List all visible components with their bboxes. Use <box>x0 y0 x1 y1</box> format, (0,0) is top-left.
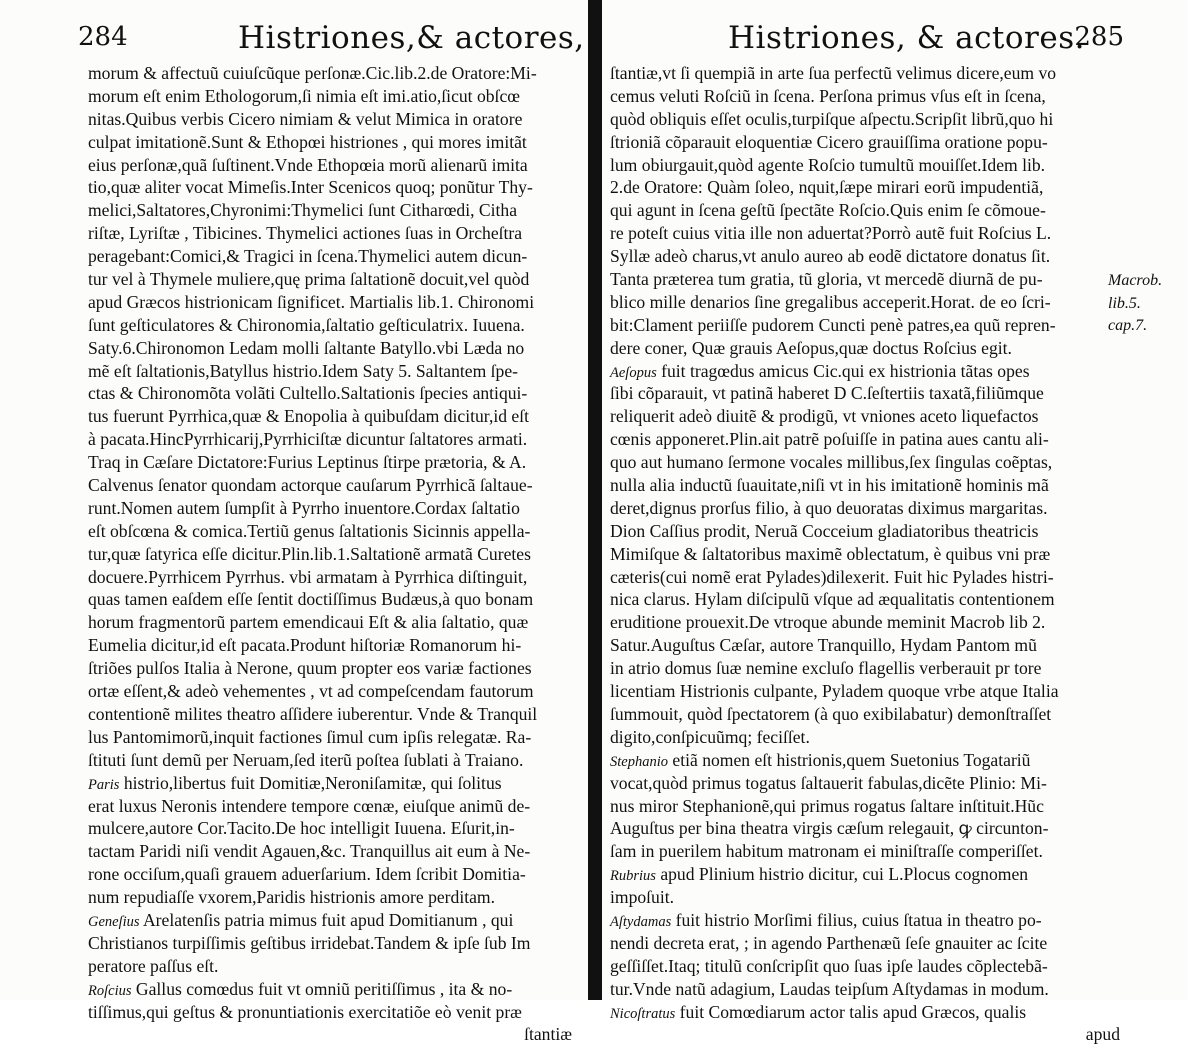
line-text: eius perſonæ,quã ſuſtinent.Vnde Ethopœia morũ alienarũ imita <box>88 154 528 175</box>
line-text: cæteris(cui nomẽ erat Pylades)dilexerit. Fuit hic Pylades histri- <box>610 566 1054 587</box>
line-text: ſtrioniã cõparauit eloquentiæ Cicero grauiſſima oratione popu- <box>610 131 1048 152</box>
line-text: quo aut humano ſermone vocales millibus,ſex ſingulas coẽptas, <box>610 452 1053 473</box>
left-page-header <box>60 20 585 62</box>
text-line <box>610 85 1128 108</box>
line-text: eruditione prouexit.De vtroque abunde meminit Macrob lib 2. <box>610 612 1046 633</box>
line-text: deret,dignus prorſus filio, à quo deuoratas diximus margaritas. <box>610 497 1048 518</box>
line-text: tactam Paridi niſi vendit Agauen,&c. Tranquillus ait eum à Ne- <box>88 841 531 862</box>
line-text: apud Plinium histrio dicitur, cui L.Plocus cognomen <box>655 864 1029 885</box>
line-text: mẽ eſt ſaltationis,Batyllus histrio.Idem Saty 5. Saltantem ſpe- <box>88 360 518 381</box>
text-line <box>88 199 580 222</box>
running-head-left: Histriones,& actores, <box>238 20 585 56</box>
line-text: tur.Vnde natũ adagium, Laudas teipſum Aſtydamas in modum. <box>610 978 1049 999</box>
text-line <box>88 817 580 840</box>
line-text: 2.de Oratore: Quàm ſoleo, nquit,ſæpe mirari eorũ impudentiã, <box>610 177 1044 198</box>
line-text: nitas.Quibus verbis Cicero nimiam & velut Mimica in oratore <box>88 108 523 129</box>
line-text: culpat imitationẽ.Sunt & Ethopœi histriones , qui mores imitãt <box>88 131 527 152</box>
text-line <box>610 795 1128 818</box>
text-line <box>610 588 1128 611</box>
line-text: apud <box>1085 1024 1120 1045</box>
text-line <box>88 62 580 85</box>
text-line <box>88 978 580 1001</box>
line-text: nendi decreta erat, ; in agendo Parthenæũ ſeſe gnauiter ac ſcite <box>610 932 1048 953</box>
text-line <box>610 703 1128 726</box>
line-text: reliquerit adeò diuitẽ & prodigũ, vt vniones aceto liquefactos <box>610 406 1039 427</box>
entry-name: Rubrius <box>610 868 656 885</box>
line-text: quòd obliquis eſſet oculis,turpiſque aſpectu.Scripſit librũ,quo hi <box>610 108 1054 129</box>
text-line <box>610 932 1128 955</box>
line-text: docuere.Pyrrhicem Pyrrhus. vbi armatam à Pyrrhica diſtinguit, <box>88 566 528 587</box>
line-text: nulla alia inductũ ſuauitate,niſi vt in his imitationẽ hominis mã <box>610 475 1049 496</box>
line-text: tus fuerunt Pyrrhica,quæ & Enopolia à quibuſdam dicitur,id eſt <box>88 406 530 427</box>
running-head-right: Histriones, & actores. <box>728 20 1085 56</box>
line-text: histrio,libertus fuit Domitiæ,Neroniſamitæ, qui ſolitus <box>119 772 502 793</box>
line-text: Christianos turpiſſimis geſtibus irridebat.Tandem & ipſe ſub Im <box>88 932 531 953</box>
line-text: Tanta præterea tum gratia, tũ gloria, vt mercedẽ diurnã de pu- <box>610 269 1043 290</box>
line-text: nica clarus. Hylam diſcipulũ vſque ad æqualitatis contentionem <box>610 589 1055 610</box>
text-line <box>88 451 580 474</box>
line-text: licentiam Histrionis culpante, Pyladem quoque vrbe atque Italia <box>610 681 1059 702</box>
text-line <box>610 543 1128 566</box>
text-line <box>610 222 1128 245</box>
line-text: geſſiſſet.Itaq; titulũ conſcripſit quo ſuas ipſe laudes cõplectebã- <box>610 955 1048 976</box>
line-text: Syllæ adeò charus,vt anulo aureo ab eodẽ dictatore donatus ſit. <box>610 246 1051 267</box>
line-text: peragebant:Comici,& Tragici in ſcena.Thymelici autem dicun- <box>88 246 528 267</box>
left-page-text <box>60 62 580 1046</box>
text-line <box>610 726 1128 749</box>
text-line <box>88 291 580 314</box>
line-text: Auguſtus per bina theatra virgis cæſum relegauit, ꝙ circunton- <box>610 818 1049 839</box>
margin-note-line: Macrob. <box>1108 272 1163 289</box>
text-line <box>88 680 580 703</box>
text-line <box>610 657 1128 680</box>
text-line <box>88 520 580 543</box>
entry-name: Roſcius <box>88 982 132 999</box>
margin-note-line: cap.7. <box>1108 317 1148 334</box>
text-line <box>610 1023 1128 1046</box>
text-line <box>610 337 1128 360</box>
text-line <box>88 497 580 520</box>
text-line <box>610 978 1128 1001</box>
text-line <box>88 588 580 611</box>
text-line <box>610 566 1128 589</box>
line-text: tur,quæ ſatyrica eſſe dicitur.Plin.lib.1.Saltationẽ armatã Curetes <box>88 543 531 564</box>
text-line <box>88 154 580 177</box>
line-text: tio,quæ aliter vocat Mimeſis.Inter Scenicos quoq; ponũtur Thy- <box>88 177 533 198</box>
text-line <box>610 772 1128 795</box>
left-page <box>60 20 585 1045</box>
text-line <box>88 932 580 955</box>
text-line <box>610 1001 1128 1024</box>
text-line <box>610 382 1128 405</box>
text-line <box>88 840 580 863</box>
line-text: lus Pantomimorũ,inquit factiones ſimul cum ipſis relegatæ. Ra- <box>88 726 532 747</box>
text-line <box>610 176 1128 199</box>
line-text: melici,Saltatores,Chyronimi:Thymelici ſunt Citharœdi, Citha <box>88 200 518 221</box>
line-text: riſtæ, Lyriſtæ , Tibicines. Thymelici actiones ſuas in Orcheſtra <box>88 223 523 244</box>
text-line <box>610 451 1128 474</box>
line-text: qui agunt in ſcena geſtũ ſpectãte Roſcio.Quis enim ſe cõmoue- <box>610 200 1046 221</box>
text-line <box>88 314 580 337</box>
text-line <box>610 955 1128 978</box>
text-line <box>88 703 580 726</box>
right-page-header <box>606 20 1128 62</box>
text-line <box>610 245 1128 268</box>
line-text: Mimiſque & ſaltatoribus maximẽ oblectatum, è quibus vni præ <box>610 543 1051 564</box>
line-text: Saty.6.Chironomon Ledam molli ſaltante Batyllo.vbi Læda no <box>88 337 525 358</box>
text-line <box>88 337 580 360</box>
line-text: à pacata.HincPyrrhicarij,Pyrrhiciſtæ dicuntur ſaltatores armati. <box>88 429 528 450</box>
line-text: impoſuit. <box>610 887 675 908</box>
line-text: eſt obſcœna & comica.Tertiũ genus ſaltationis Sicinnis appella- <box>88 520 531 541</box>
text-line <box>88 222 580 245</box>
text-line <box>610 611 1128 634</box>
text-line <box>610 749 1128 772</box>
text-line <box>610 634 1128 657</box>
text-line <box>88 955 580 978</box>
text-line <box>610 520 1128 543</box>
line-text: Eumelia dicitur,id eſt pacata.Produnt hiſtoriæ Romanorum hi- <box>88 635 522 656</box>
book-gutter <box>588 0 602 1000</box>
page-number-right: 285 <box>1074 22 1124 52</box>
line-text: morum eſt enim Ethologorum,ſi nimia eſt imi.atio,ſicut obſcœ <box>88 85 520 106</box>
line-text: morum & affectuũ cuiuſcũque perſonæ.Cic.lib.2.de Oratore:Mi- <box>88 63 537 83</box>
line-text: ſtantiæ <box>524 1024 572 1045</box>
line-text: Calvenus ſenator quondam actorque cauſarum Pyrrhicã ſaltaue- <box>88 475 533 496</box>
text-line <box>610 291 1128 314</box>
margin-note <box>1108 270 1178 338</box>
line-text: fuit histrio Morſimi filius, cuius ſtatua in theatro po- <box>671 909 1042 930</box>
text-line <box>610 863 1128 886</box>
text-line <box>610 108 1128 131</box>
text-line <box>88 176 580 199</box>
text-line <box>610 886 1128 909</box>
text-line <box>88 543 580 566</box>
text-line <box>88 85 580 108</box>
text-line <box>610 497 1128 520</box>
text-line <box>610 817 1128 840</box>
text-line <box>88 795 580 818</box>
text-line <box>88 131 580 154</box>
line-text: Traq in Cæſare Dictatore:Furius Leptinus ſtirpe prætoria, & A. <box>88 452 527 473</box>
right-page-text <box>606 62 1128 1046</box>
text-line <box>88 863 580 886</box>
margin-note-line: lib.5. <box>1108 294 1141 312</box>
right-page <box>606 20 1128 1045</box>
text-line <box>610 680 1128 703</box>
line-text: mulcere,autore Cor.Tacito.De hoc intelligit Iuuena. Eſurit,in- <box>88 818 515 839</box>
line-text: contentionẽ milites theatro aſſidere iuberentur. Vnde & Tranquil <box>88 703 538 724</box>
page-number-left: 284 <box>78 22 128 52</box>
text-line <box>88 657 580 680</box>
text-line <box>88 1001 580 1024</box>
text-line <box>88 245 580 268</box>
line-text: tiſſimus,qui geſtus & pronuntiationis exercitatiõe eò venit præ <box>88 1001 522 1022</box>
line-text: Gallus comœdus fuit vt omniũ peritiſſimus , ita & no- <box>131 978 513 999</box>
line-text: fuit tragœdus amicus Cic.qui ex histrionia tãtas opes <box>656 360 1030 381</box>
line-text: peratore paſſus eſt. <box>88 955 219 976</box>
text-line <box>88 268 580 291</box>
text-line <box>610 314 1128 337</box>
entry-name: Nicoſtratus <box>610 1005 676 1022</box>
line-text: digito,conſpicuũmq; feciſſet. <box>610 726 810 747</box>
text-line <box>88 474 580 497</box>
text-line <box>610 199 1128 222</box>
text-line <box>88 611 580 634</box>
text-line <box>610 62 1128 85</box>
line-text: lum obiurgauit,quòd agente Roſcio tumultũ mouiſſet.Idem lib. <box>610 154 1046 175</box>
text-line <box>88 360 580 383</box>
text-line <box>610 268 1128 291</box>
entry-name: Aeſopus <box>610 364 657 381</box>
line-text: dere coner, Quæ grauis Aeſopus,quæ doctus Roſcius egit. <box>610 337 1012 358</box>
line-text: ctas & Chironomõta volãti Cultello.Saltationis ſpecies antiqui- <box>88 383 528 404</box>
text-line <box>88 886 580 909</box>
text-line <box>88 1023 580 1046</box>
line-text: quas tamen eaſdem eſſe ſentit doctiſſimus Budæus,à quo bonam <box>88 589 534 610</box>
line-text: Dion Caſſius prodit, Neruã Cocceium gladiatoribus theatricis <box>610 520 1039 541</box>
text-line <box>88 428 580 451</box>
text-line <box>88 634 580 657</box>
line-text: cemus veluti Roſciũ in ſcena. Perſona primus vſus eſt in ſcena, <box>610 85 1046 106</box>
text-line <box>610 360 1128 383</box>
line-text: in atrio domus ſuæ nemine excluſo flagellis verberauit pr tore <box>610 658 1042 679</box>
text-line <box>610 131 1128 154</box>
text-line <box>88 909 580 932</box>
entry-name: Geneſius <box>88 913 140 930</box>
text-line <box>88 405 580 428</box>
entry-name: Aſtydamas <box>610 913 672 930</box>
text-line <box>610 428 1128 451</box>
line-text: bit:Clament periiſſe pudorem Cuncti penè patres,ea quũ repren- <box>610 314 1056 335</box>
line-text: ſunt geſticulatores & Chironomia,ſaltatio geſticulatrix. Iuuena. <box>88 314 525 335</box>
text-line <box>88 108 580 131</box>
line-text: horum fragmentorũ partem emendicaui Eſt & alia ſaltatio, quæ <box>88 612 529 633</box>
line-text: rone occiſum,quaſi grauem aduerſarium. Idem ſcribit Domitia- <box>88 864 526 885</box>
text-line <box>88 749 580 772</box>
line-text: ſibi cõparauit, vt patinã haberet D C.ſeſtertiis taxatã,filiũmque <box>610 383 1044 404</box>
line-text: Arelatenſis patria mimus fuit apud Domitianum , qui <box>139 909 514 930</box>
line-text: runt.Nomen autem ſumpſit à Pyrrho inuentore.Cordax ſaltatio <box>88 497 520 518</box>
line-text: Satur.Auguſtus Cæſar, autore Tranquillo, Hydam Pantom mũ <box>610 635 1037 656</box>
entry-name: Stephanio <box>610 753 668 770</box>
line-text: nus miror Stephanionẽ,qui primus rogatus ſaltare inſtituit.Hũc <box>610 795 1044 816</box>
text-line <box>88 726 580 749</box>
text-line <box>610 840 1128 863</box>
text-line <box>610 909 1128 932</box>
line-text: fuit Comœdiarum actor talis apud Græcos, qualis <box>675 1001 1027 1022</box>
line-text: ſtantiæ,vt ſi quempiã in arte ſua perfectũ velimus dicere,eum vo <box>610 63 1057 83</box>
text-line <box>88 566 580 589</box>
text-line <box>610 405 1128 428</box>
line-text: vocat,quòd primus togatus ſaltauerit fabulas,dicẽte Plinio: Mi- <box>610 772 1047 793</box>
text-line <box>610 474 1128 497</box>
line-text: tur vel à Thymele muliere,quę prima ſaltationẽ docuit,vel quòd <box>88 269 530 290</box>
line-text: erat luxus Neronis intendere tempore cœnæ, eiuſque animũ de- <box>88 795 531 816</box>
line-text: ſummouit, quòd ſpectatorem (à quo exibilabatur) demonſtraſſet <box>610 703 1052 724</box>
text-line <box>610 154 1128 177</box>
line-text: ſtriões pulſos Italia à Nerone, quum propter eos variæ factiones <box>88 658 532 679</box>
text-line <box>88 382 580 405</box>
line-text: apud Græcos histrionicam ſignificet. Martialis lib.1. Chironomi <box>88 291 535 312</box>
line-text: blico mille denarios ſine gregalibus acceperit.Horat. de eo ſcri- <box>610 291 1051 312</box>
text-line <box>88 772 580 795</box>
line-text: ſtituti ſunt demũ per Neruam,ſed iterũ poſtea ſublati à Traiano. <box>88 749 524 770</box>
line-text: cœnis apponeret.Plin.ait patrẽ poſuiſſe in patina aues cantu ali- <box>610 429 1049 450</box>
line-text: etiã nomen eſt histrionis,quem Suetonius Togatariũ <box>668 749 1031 770</box>
line-text: ſam in puerilem habitum matronam ei miniſtraſſe comperiſſet. <box>610 841 1043 862</box>
entry-name: Paris <box>88 776 120 793</box>
line-text: re poteſt cuius vitia ille non aduertat?Porrò autẽ fuit Roſcius L. <box>610 223 1052 244</box>
line-text: ortæ eſſent,& adeò vehementes , vt ad compeſcendam fautorum <box>88 681 534 702</box>
line-text: num repudiaſſe vxorem,Paridis histrionis amore perditam. <box>88 887 496 908</box>
